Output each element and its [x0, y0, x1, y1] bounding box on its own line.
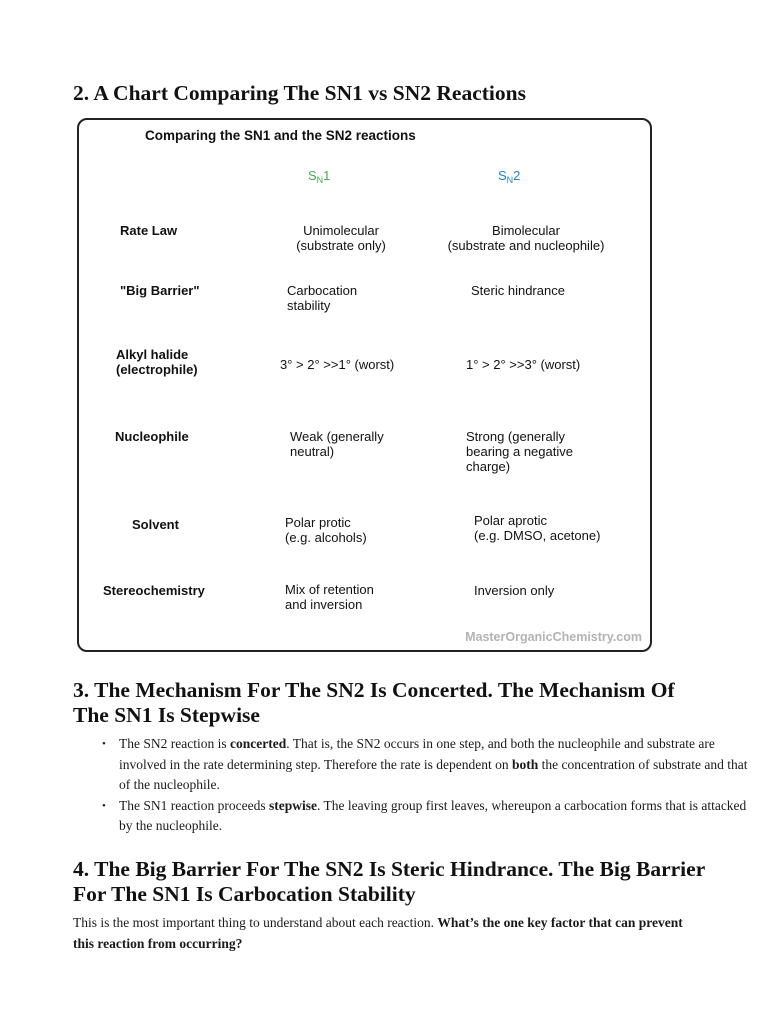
- cell-sn1-big-barrier: [287, 283, 357, 313]
- section-4-paragraph: [73, 912, 695, 954]
- column-header-sn2: [498, 168, 520, 185]
- col-sn1-tail: 1: [323, 168, 331, 183]
- cell-sn2-solvent: [474, 513, 600, 543]
- row-label-alkyl-halide: [116, 347, 198, 377]
- section-2-title: A Chart Comparing The SN1 vs SN2 Reactions: [93, 81, 526, 105]
- cell-line: 1° > 2° >>3° (worst): [466, 357, 581, 372]
- mechanism-bullet-list: [73, 734, 759, 837]
- col-sn2-sub: N: [506, 175, 514, 185]
- cell-sn2-nucleophile: [466, 429, 573, 474]
- list-item: [102, 796, 759, 837]
- cell-sn2-alkyl-halide: [466, 357, 580, 372]
- row-label-line: Alkyl halide: [116, 347, 189, 362]
- col-sn2-main: S: [498, 168, 507, 183]
- bullet-marker: •: [102, 799, 106, 812]
- row-label-big-barrier: [120, 283, 200, 298]
- row-label-solvent: [132, 517, 179, 532]
- cell-sn1-alkyl-halide: [280, 357, 394, 372]
- cell-line: and inversion: [285, 597, 363, 612]
- col-sn1-sub: N: [316, 175, 324, 185]
- row-label-stereochemistry: [103, 583, 205, 598]
- row-label-line: Stereochemistry: [103, 583, 205, 598]
- bullet-bold-term: concerted: [229, 736, 287, 751]
- cell-line: (substrate only): [296, 238, 386, 253]
- row-label-rate-law: [120, 223, 177, 238]
- cell-line: Steric hindrance: [471, 283, 565, 298]
- cell-line: (e.g. DMSO, acetone): [474, 528, 601, 543]
- sn1-sn2-comparison-chart: [77, 118, 652, 652]
- cell-line: stability: [287, 298, 331, 313]
- cell-line: Unimolecular: [303, 223, 379, 238]
- section-2-number: 2.: [73, 81, 90, 105]
- row-label-line: Nucleophile: [115, 429, 189, 444]
- bullet-text: . That is, the SN2 occurs in one step, and both the nucleophile and substrate are involved in the rate determining step. Therefore the rate is dependent on: [119, 736, 715, 772]
- bullet-bold-term: stepwise: [268, 797, 317, 813]
- cell-line: Carbocation: [287, 283, 358, 298]
- list-item: [102, 734, 759, 796]
- cell-line: Polar aprotic: [474, 513, 547, 528]
- cell-line: (e.g. alcohols): [285, 530, 367, 545]
- bullet-marker: •: [102, 738, 106, 750]
- cell-sn2-big-barrier: [471, 283, 565, 298]
- section-3-heading: 3. The Mechanism For The SN2 Is Concerted. The Mechanism Of The SN1 Is Stepwise: [73, 678, 675, 727]
- cell-line: Inversion only: [474, 583, 555, 598]
- cell-sn1-rate-law: [271, 223, 411, 253]
- cell-line: Polar protic: [285, 515, 351, 530]
- column-header-sn1: [308, 168, 330, 185]
- bullet-text: The SN2 reaction is: [119, 736, 230, 751]
- cell-sn2-rate-law: [431, 223, 621, 253]
- watermark-logo: MasterOrganicChemistry.com: [465, 630, 642, 644]
- cell-sn1-solvent: [285, 515, 367, 545]
- paragraph-bold-question: What’s the one key factor that can prevent this reaction from occurring?: [73, 915, 683, 951]
- cell-line: 3° > 2° >>1° (worst): [280, 357, 395, 372]
- row-label-line: "Big Barrier": [120, 283, 200, 298]
- section-4-heading: 4. The Big Barrier For The SN2 Is Steric Hindrance. The Big Barrier For The SN1 Is Carbocation Stability: [73, 857, 705, 906]
- paragraph-text: This is the most important thing to understand about each reaction.: [73, 915, 438, 930]
- bullet-text: . The leaving group first leaves, whereupon a carbocation forms that is attacked by the nucleophile.: [119, 797, 747, 833]
- cell-sn1-stereochemistry: [285, 582, 374, 612]
- row-label-line: Rate Law: [120, 223, 178, 238]
- cell-line: Bimolecular: [492, 223, 560, 238]
- cell-sn1-nucleophile: [290, 429, 384, 459]
- cell-line: Strong (generally: [466, 429, 565, 444]
- cell-line: (substrate and nucleophile): [447, 238, 605, 253]
- cell-sn2-stereochemistry: [474, 583, 554, 598]
- row-label-nucleophile: [115, 429, 189, 444]
- cell-line: neutral): [290, 444, 335, 459]
- row-label-line: (electrophile): [116, 362, 198, 377]
- bullet-bold-term: both: [512, 756, 539, 772]
- row-label-line: Solvent: [132, 517, 179, 532]
- col-sn1-main: S: [308, 168, 317, 183]
- cell-line: charge): [466, 459, 511, 474]
- section-2-heading: [73, 81, 526, 106]
- bullet-text: the concentration of substrate and that of the nucleophile.: [119, 756, 748, 792]
- chart-title: Comparing the SN1 and the SN2 reactions: [145, 128, 416, 143]
- cell-line: bearing a negative: [466, 444, 573, 459]
- cell-line: Weak (generally: [290, 429, 384, 444]
- bullet-text: The SN1 reaction proceeds: [119, 797, 269, 813]
- cell-line: Mix of retention: [285, 582, 374, 597]
- col-sn2-tail: 2: [513, 168, 521, 183]
